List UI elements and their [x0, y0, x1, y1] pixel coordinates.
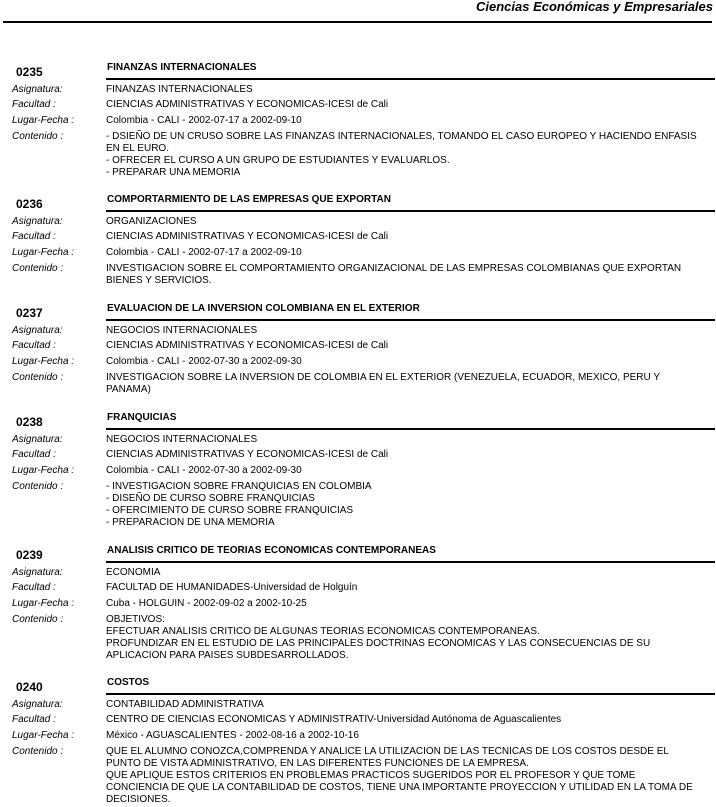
entry-code: 0240 — [16, 680, 43, 694]
contenido-value — [106, 131, 712, 179]
lugar-fecha-value: Colombia - CALI - 2002-07-30 a 2002-09-30 — [106, 356, 302, 367]
entry-title: COSTOS — [107, 677, 150, 688]
facultad-value: CIENCIAS ADMINISTRATIVAS Y ECONOMICAS-ICESI de Cali — [106, 340, 389, 351]
contenido-line: APLICACION PARA PAISES SUBDESARROLLADOS. — [106, 650, 349, 661]
contenido-line: - INVESTIGACION SOBRE FRANQUICIAS EN COLOMBIA — [106, 481, 372, 492]
facultad-value: CIENCIAS ADMINISTRATIVAS Y ECONOMICAS-ICESI de Cali — [106, 449, 389, 460]
contenido-line: - DSIEÑO DE UN CRUSO SOBRE LAS FINANZAS INTERNACIONALES, TOMANDO EL CASO EUROPEO Y HACIENDO ENFASIS — [106, 131, 697, 142]
lugar-fecha-label: Lugar-Fecha : — [12, 465, 75, 476]
facultad-label: Facultad : — [12, 582, 56, 593]
asignatura-value: CONTABILIDAD ADMINISTRATIVA — [106, 699, 264, 710]
entry-title-rule — [106, 210, 715, 212]
entry-title-rule — [106, 319, 715, 321]
lugar-fecha-label: Lugar-Fecha : — [12, 356, 75, 367]
page-header-title: Ciencias Económicas y Empresariales — [475, 0, 713, 14]
lugar-fecha-label: Lugar-Fecha : — [12, 247, 75, 258]
entry-title: ANALISIS CRITICO DE TEORIAS ECONOMICAS CONTEMPORANEAS — [107, 545, 436, 556]
asignatura-label: Asignatura: — [12, 699, 63, 710]
entry-code: 0237 — [16, 306, 43, 320]
entry-title: EVALUACION DE LA INVERSION COLOMBIANA EN EL EXTERIOR — [107, 303, 420, 314]
facultad-value: FACULTAD DE HUMANIDADES-Universidad de Holguín — [106, 582, 358, 593]
asignatura-label: Asignatura: — [12, 567, 63, 578]
entry-title-rule — [106, 78, 715, 80]
contenido-line: OBJETIVOS: — [106, 614, 165, 625]
contenido-label: Contenido : — [12, 614, 64, 625]
contenido-line: QUE EL ALUMNO CONOZCA,COMPRENDA Y ANALICE LA UTILIZACION DE LAS TECNICAS DE LOS COSTOS DESDE EL — [106, 746, 669, 757]
facultad-label: Facultad : — [12, 714, 56, 725]
contenido-line: EN EL EURO. — [106, 143, 169, 154]
entry-code: 0236 — [16, 197, 43, 211]
contenido-label: Contenido : — [12, 372, 64, 383]
lugar-fecha-value: México - AGUASCALIENTES - 2002-08-16 a 2002-10-16 — [106, 730, 359, 741]
contenido-line: - OFRECER EL CURSO A UN GRUPO DE ESTUDIANTES Y EVALUARLOS. — [106, 155, 450, 166]
facultad-label: Facultad : — [12, 231, 56, 242]
lugar-fecha-value: Colombia - CALI - 2002-07-30 a 2002-09-30 — [106, 465, 302, 476]
lugar-fecha-label: Lugar-Fecha : — [12, 115, 75, 126]
lugar-fecha-value: Cuba - HOLGUIN - 2002-09-02 a 2002-10-25 — [106, 598, 307, 609]
asignatura-value: NEGOCIOS INTERNACIONALES — [106, 434, 258, 445]
entry-title-rule — [106, 561, 715, 563]
contenido-line: BIENES Y SERVICIOS. — [106, 275, 212, 286]
contenido-value — [106, 372, 712, 396]
facultad-value: CIENCIAS ADMINISTRATIVAS Y ECONOMICAS-ICESI de Cali — [106, 99, 389, 110]
lugar-fecha-value: Colombia - CALI - 2002-07-17 a 2002-09-10 — [106, 247, 302, 258]
asignatura-label: Asignatura: — [12, 434, 63, 445]
asignatura-label: Asignatura: — [12, 84, 63, 95]
contenido-line: - DISEÑO DE CURSO SOBRE FRANQUICIAS — [106, 493, 315, 504]
asignatura-value: FINANZAS INTERNACIONALES — [106, 84, 253, 95]
contenido-value — [106, 263, 712, 287]
lugar-fecha-value: Colombia - CALI - 2002-07-17 a 2002-09-10 — [106, 115, 302, 126]
lugar-fecha-label: Lugar-Fecha : — [12, 598, 75, 609]
contenido-line: PANAMA) — [106, 384, 151, 395]
facultad-label: Facultad : — [12, 99, 56, 110]
facultad-label: Facultad : — [12, 449, 56, 460]
contenido-line: CONCIENCIA DE QUE LA CONTABILIDAD DE COSTOS, TIENE UNA IMPORTANTE PROYECCION Y UTILIDAD EN LA TOMA DE — [106, 782, 693, 793]
header-divider — [3, 21, 712, 23]
contenido-line: INVESTIGACION SOBRE EL COMPORTAMIENTO ORGANIZACIONAL DE LAS EMPRESAS COLOMBIANAS QUE EXPORTAN — [106, 263, 682, 274]
asignatura-value: ECONOMIA — [106, 567, 161, 578]
contenido-line: - PREPARAR UNA MEMORIA — [106, 167, 241, 178]
facultad-value: CENTRO DE CIENCIAS ECONOMICAS Y ADMINISTRATIV-Universidad Autónoma de Aguascalientes — [106, 714, 562, 725]
contenido-value — [106, 481, 712, 529]
asignatura-value: NEGOCIOS INTERNACIONALES — [106, 325, 258, 336]
contenido-line: QUE APLIQUE ESTOS CRITERIOS EN PROBLEMAS PRACTICOS SUGERIDOS POR EL PROFESOR Y QUE TOME — [106, 770, 636, 781]
contenido-value — [106, 746, 712, 806]
facultad-label: Facultad : — [12, 340, 56, 351]
contenido-label: Contenido : — [12, 481, 64, 492]
entry-code: 0239 — [16, 548, 43, 562]
contenido-line: PROFUNDIZAR EN EL ESTUDIO DE LAS PRINCIPALES DOCTRINAS ECONOMICAS Y LAS CONSECUENCIAS DE SU — [106, 638, 651, 649]
contenido-value — [106, 614, 712, 662]
asignatura-value: ORGANIZACIONES — [106, 216, 197, 227]
contenido-line: DECISIONES. — [106, 794, 171, 805]
entry-code: 0238 — [16, 415, 43, 429]
contenido-label: Contenido : — [12, 263, 64, 274]
entry-title-rule — [106, 428, 715, 430]
asignatura-label: Asignatura: — [12, 216, 63, 227]
entry-title: FRANQUICIAS — [107, 412, 177, 423]
facultad-value: CIENCIAS ADMINISTRATIVAS Y ECONOMICAS-ICESI de Cali — [106, 231, 389, 242]
entry-code: 0235 — [16, 65, 43, 79]
contenido-label: Contenido : — [12, 746, 64, 757]
entry-title-rule — [106, 693, 715, 695]
contenido-line: PUNTO DE VISTA ADMINISTRATIVO, EN LAS DIFERENTES FUNCIONES DE LA EMPRESA. — [106, 758, 529, 769]
contenido-line: EFECTUAR ANALISIS CRITICO DE ALGUNAS TEORIAS ECONOMICAS CONTEMPORANEAS. — [106, 626, 540, 637]
contenido-line: - PREPARACION DE UNA MEMORIA — [106, 517, 275, 528]
lugar-fecha-label: Lugar-Fecha : — [12, 730, 75, 741]
contenido-line: - OFERCIMIENTO DE CURSO SOBRE FRANQUICIAS — [106, 505, 354, 516]
asignatura-label: Asignatura: — [12, 325, 63, 336]
contenido-label: Contenido : — [12, 131, 64, 142]
entry-title: COMPORTARMIENTO DE LAS EMPRESAS QUE EXPORTAN — [107, 194, 391, 205]
entry-title: FINANZAS INTERNACIONALES — [107, 62, 257, 73]
contenido-line: INVESTIGACION SOBRE LA INVERSION DE COLOMBIA EN EL EXTERIOR (VENEZUELA, ECUADOR, MEXICO, PERU Y — [106, 372, 661, 383]
